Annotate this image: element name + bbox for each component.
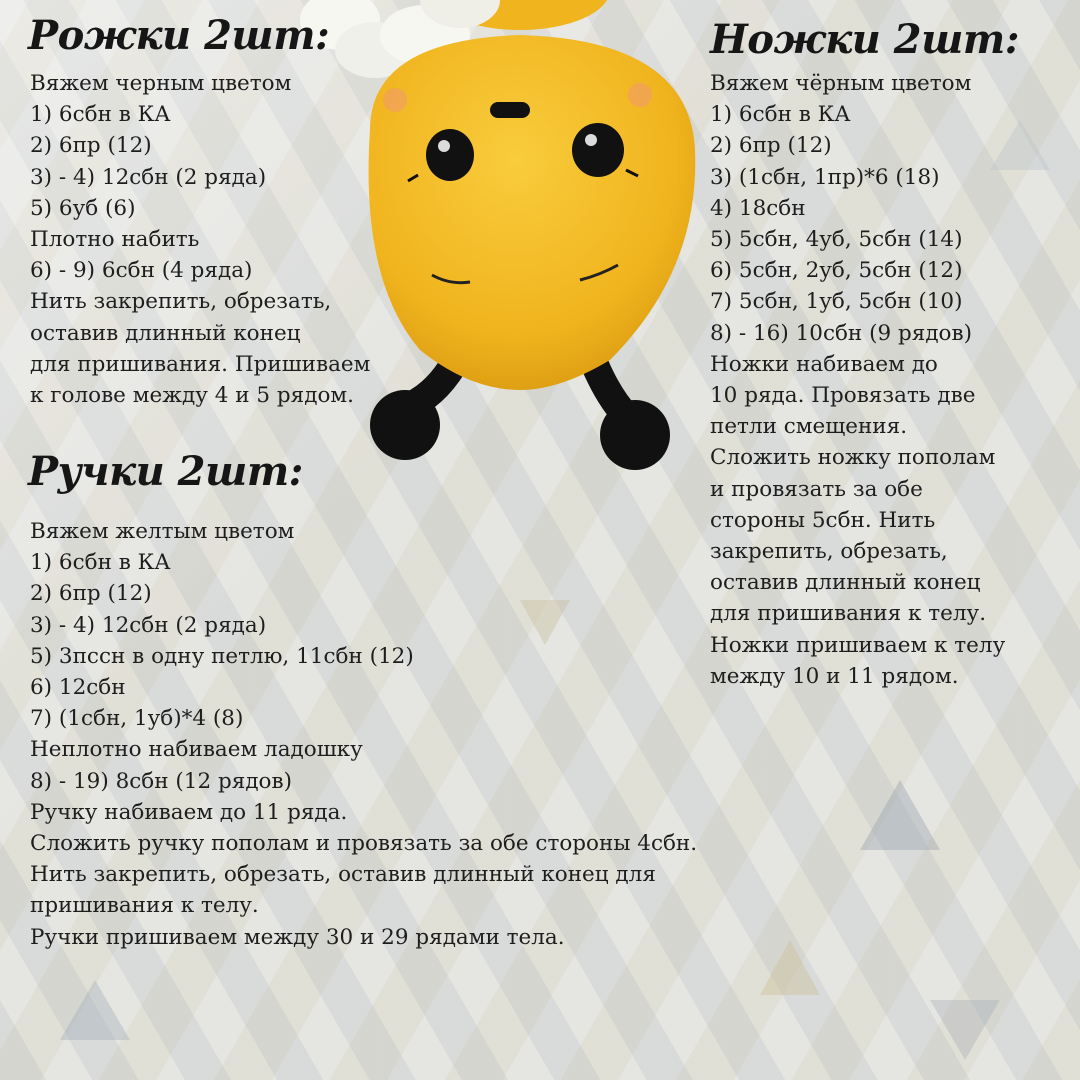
toy-eyebrow: [490, 102, 530, 118]
toy-eye-left: [426, 129, 474, 181]
instruction-line: 2) 6пр (12): [710, 133, 832, 159]
instruction-line: 5) 5сбн, 4уб, 5сбн (14): [710, 227, 963, 253]
toy-left-foot: [370, 390, 440, 460]
instruction-line: закрепить, обрезать,: [710, 539, 948, 565]
instruction-line: 8) - 19) 8сбн (12 рядов): [30, 768, 292, 794]
instruction-line: для пришивания. Пришиваем: [30, 351, 371, 377]
instruction-line: 6) 12сбн: [30, 675, 126, 701]
instruction-line: оставив длинный конец: [30, 320, 301, 346]
instruction-line: 1) 6сбн в КА: [30, 550, 171, 576]
instruction-line: стороны 5сбн. Нить: [710, 507, 936, 533]
legs-instructions: [710, 68, 1005, 692]
toy-right-foot: [600, 400, 670, 470]
instruction-line: 7) 5сбн, 1уб, 5сбн (10): [710, 289, 963, 315]
background-triangle: [760, 940, 820, 995]
instruction-line: 2) 6пр (12): [30, 581, 152, 607]
instruction-line: Вяжем черным цветом: [30, 71, 292, 96]
instruction-line: петли смещения.: [710, 414, 908, 440]
instruction-line: Нить закрепить, обрезать, оставив длинный конец для: [30, 862, 656, 888]
instruction-line: Ручки пришиваем между 30 и 29 рядами тела.: [30, 924, 565, 950]
instruction-line: 1) 6сбн в КА: [710, 102, 851, 128]
instruction-line: Сложить ручку пополам и провязать за обе стороны 4сбн.: [30, 831, 698, 857]
instruction-line: оставив длинный конец: [710, 570, 981, 596]
instruction-line: Сложить ножку пополам: [710, 445, 996, 471]
instruction-line: 5) 6уб (6): [30, 195, 136, 221]
instruction-line: Неплотно набиваем ладошку: [30, 737, 363, 763]
toy-cheek-right: [628, 83, 652, 107]
toy-eye-right: [572, 123, 624, 177]
instruction-line: 3) (1сбн, 1пр)*6 (18): [710, 164, 940, 190]
instruction-line: 6) 5сбн, 2уб, 5сбн (12): [710, 258, 963, 284]
instruction-line: Вяжем желтым цветом: [30, 519, 295, 544]
instruction-line: Вяжем чёрным цветом: [710, 71, 972, 96]
instruction-line: 3) - 4) 12сбн (2 ряда): [30, 612, 267, 638]
instruction-line: 2) 6пр (12): [30, 133, 152, 159]
instruction-line: 8) - 16) 10сбн (9 рядов): [710, 320, 972, 346]
instruction-line: для пришивания к телу.: [710, 601, 987, 627]
instruction-line: 4) 18сбн: [710, 195, 806, 221]
background-triangle: [60, 980, 130, 1040]
instruction-line: Ножки набиваем до: [710, 351, 938, 377]
horns-title: Рожки 2шт:: [28, 12, 330, 59]
toy-cheek-left: [383, 88, 407, 112]
instruction-line: Ручку набиваем до 11 ряда.: [30, 799, 348, 825]
instruction-line: и провязать за обе: [710, 476, 923, 502]
instruction-line: Нить закрепить, обрезать,: [30, 289, 332, 315]
instruction-line: 3) - 4) 12сбн (2 ряда): [30, 164, 267, 190]
instruction-line: пришивания к телу.: [30, 893, 259, 919]
background-triangle: [930, 1000, 1000, 1060]
arms-title: Ручки 2шт:: [28, 448, 303, 495]
instruction-line: 7) (1сбн, 1уб)*4 (8): [30, 706, 244, 732]
instruction-line: 5) 3пссн в одну петлю, 11сбн (12): [30, 643, 414, 669]
instruction-line: 1) 6сбн в КА: [30, 102, 171, 128]
instruction-line: между 10 и 11 рядом.: [710, 663, 959, 689]
legs-title: Ножки 2шт:: [710, 16, 1020, 63]
instruction-line: к голове между 4 и 5 рядом.: [30, 383, 354, 409]
instruction-line: 10 ряда. Провязать две: [710, 383, 976, 409]
instruction-line: Плотно набить: [30, 227, 200, 253]
arms-instructions: [30, 516, 697, 953]
instruction-line: 6) - 9) 6сбн (4 ряда): [30, 258, 253, 284]
horns-instructions: [30, 68, 370, 411]
background-triangle: [860, 780, 940, 850]
instruction-line: Ножки пришиваем к телу: [710, 632, 1006, 658]
